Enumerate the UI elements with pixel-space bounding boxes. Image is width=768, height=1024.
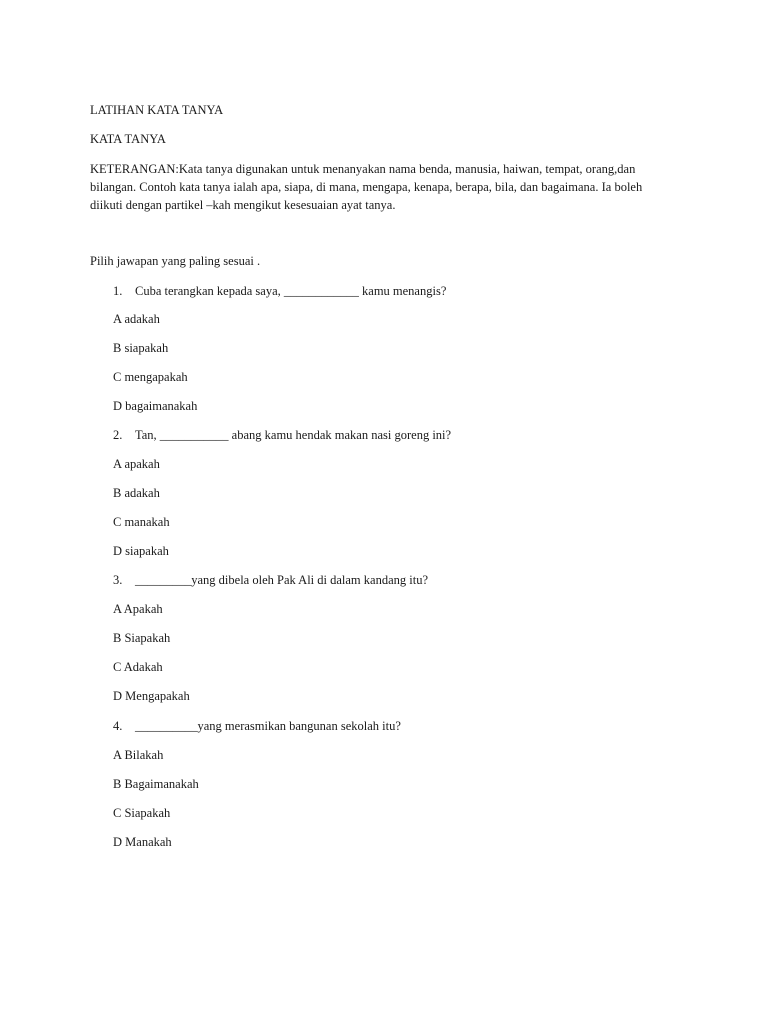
page-title: LATIHAN KATA TANYA xyxy=(90,103,224,117)
question-text: _________yang dibela oleh Pak Ali di dalam kandang itu? xyxy=(135,573,428,587)
question-2-option-c: C manakah xyxy=(113,515,170,529)
question-1-option-d: D bagaimanakah xyxy=(113,399,198,413)
question-1 xyxy=(113,283,446,299)
question-number: 4. xyxy=(113,719,123,733)
question-3-option-c: C Adakah xyxy=(113,660,163,674)
question-4-option-c: C Siapakah xyxy=(113,806,171,820)
question-2-option-a: A apakah xyxy=(113,457,160,471)
question-text: Tan, ___________ abang kamu hendak makan nasi goreng ini? xyxy=(135,428,452,442)
question-3-option-b: B Siapakah xyxy=(113,631,171,645)
question-4-option-b: B Bagaimanakah xyxy=(113,777,199,791)
question-text: Cuba terangkan kepada saya, ____________ kamu menangis? xyxy=(135,284,447,298)
question-2 xyxy=(113,427,451,443)
description-line: diikuti dengan partikel –kah mengikut kesesuaian ayat tanya. xyxy=(90,198,396,212)
question-4-option-a: A Bilakah xyxy=(113,748,164,762)
question-1-option-a: A adakah xyxy=(113,312,160,326)
question-number: 2. xyxy=(113,428,123,442)
question-2-option-b: B adakah xyxy=(113,486,160,500)
description-line: bilangan. Contoh kata tanya ialah apa, siapa, di mana, mengapa, kenapa, berapa, bila, dan bagaimana. Ia boleh xyxy=(90,180,643,194)
question-4 xyxy=(113,718,401,734)
question-4-option-d: D Manakah xyxy=(113,835,172,849)
question-number: 1. xyxy=(113,284,123,298)
instruction-text: Pilih jawapan yang paling sesuai . xyxy=(90,254,261,268)
question-text: __________yang merasmikan bangunan sekolah itu? xyxy=(135,719,401,733)
question-1-option-b: B siapakah xyxy=(113,341,169,355)
description-paragraph xyxy=(90,160,690,214)
description-line: KETERANGAN:Kata tanya digunakan untuk menanyakan nama benda, manusia, haiwan, tempat, orang,dan xyxy=(90,162,636,176)
question-3 xyxy=(113,572,428,588)
question-2-option-d: D siapakah xyxy=(113,544,169,558)
question-3-option-d: D Mengapakah xyxy=(113,689,190,703)
question-3-option-a: A Apakah xyxy=(113,602,163,616)
question-1-option-c: C mengapakah xyxy=(113,370,188,384)
question-number: 3. xyxy=(113,573,123,587)
page-subtitle: KATA TANYA xyxy=(90,132,166,146)
